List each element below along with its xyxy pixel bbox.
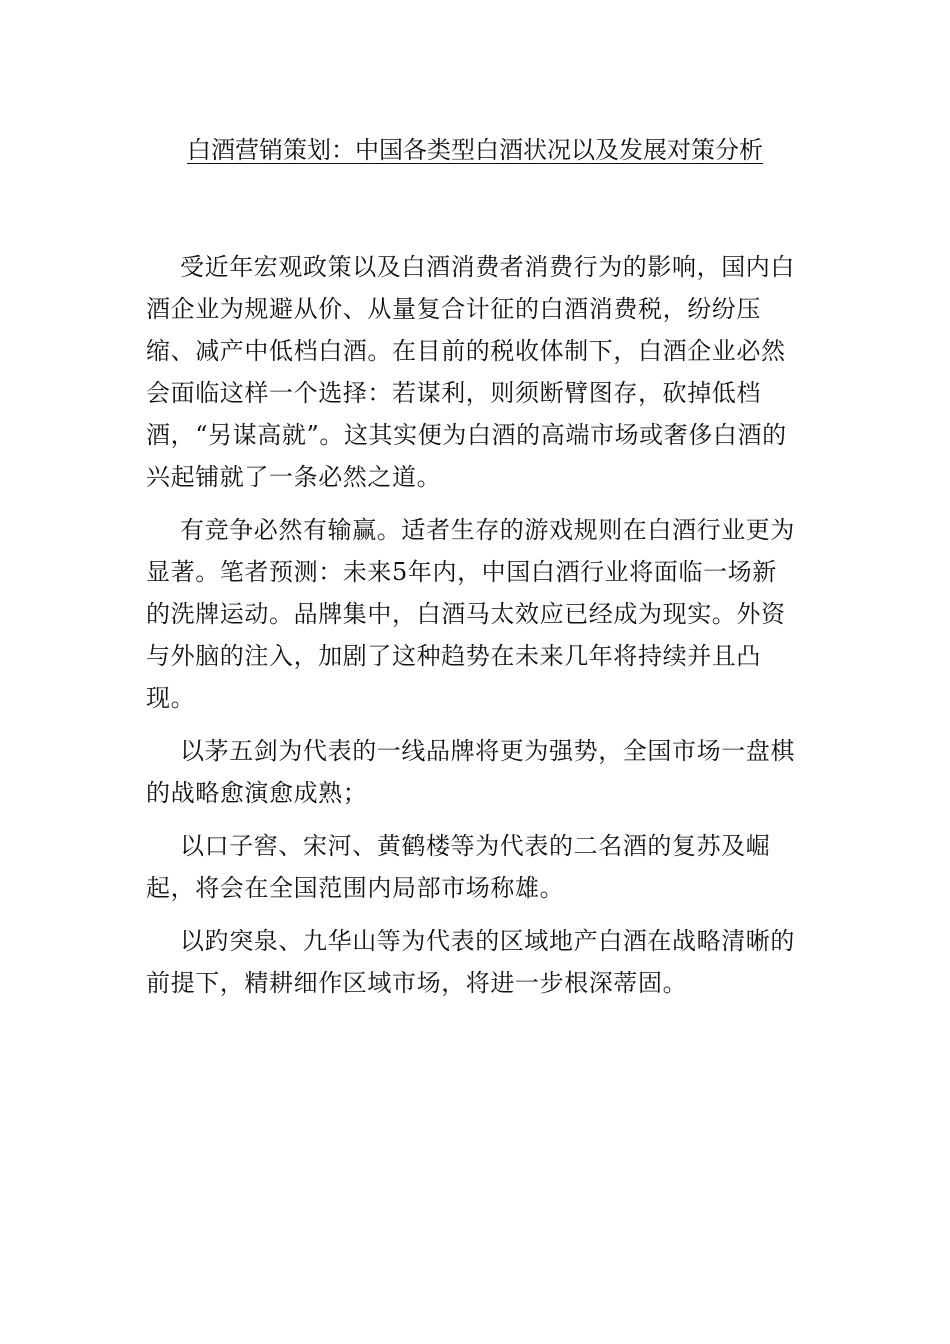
document-title-text: 白酒营销策划：中国各类型白酒状况以及发展对策分析 — [187, 136, 763, 164]
paragraph-4: 以口子窖、宋河、黄鹤楼等为代表的二名酒的复苏及崛起，将会在全国范围内局部市场称雄。 — [146, 832, 771, 902]
paragraph-5: 以趵突泉、九华山等为代表的区域地产白酒在战略清晰的前提下，精耕细作区域市场，将进一步根深蒂固。 — [146, 927, 795, 997]
document-title — [0, 133, 950, 167]
document-body — [146, 246, 798, 1015]
paragraph-3: 以茅五剑为代表的一线品牌将更为强势，全国市场一盘棋的战略愈演愈成熟； — [146, 737, 795, 807]
paragraph-1: 受近年宏观政策以及白酒消费者消费行为的影响，国内白酒企业为规避从价、从量复合计征的白酒消费税，纷纷压缩、减产中低档白酒。在目前的税收体制下，白酒企业必然会面临这样一个选择：若谋利，则须断臂图存，砍掉低档酒，“另谋高就”。这其实便为白酒的高端市场或奢侈白酒的兴起铺就了一条必然之道。 — [146, 253, 795, 491]
paragraph-2: 有竞争必然有输赢。适者生存的游戏规则在白酒行业更为显著。笔者预测：未来5年内，中国白酒行业将面临一场新的洗牌运动。品牌集中，白酒马太效应已经成为现实。外资与外脑的注入，加剧了这种趋势在未来几年将持续并且凸现。 — [146, 516, 795, 712]
